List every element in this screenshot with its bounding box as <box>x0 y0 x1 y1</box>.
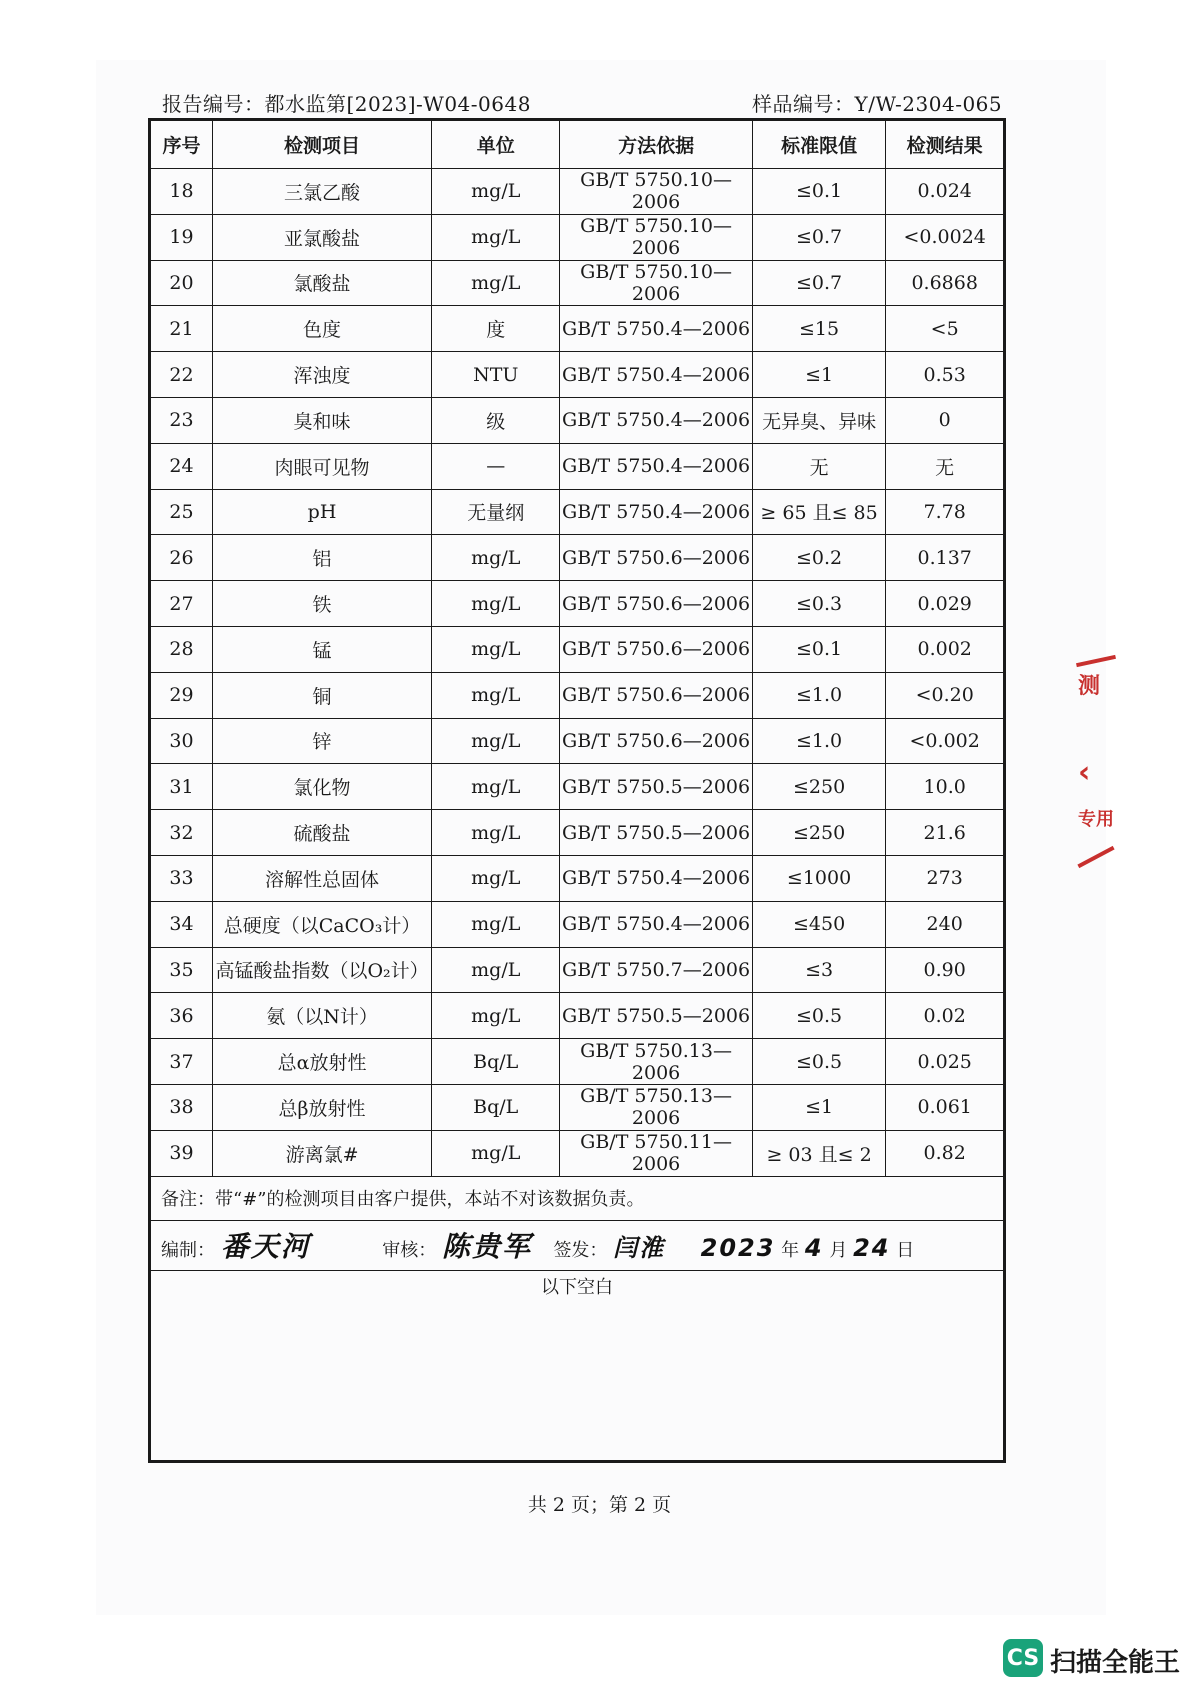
cell-limit: ≤1.0 <box>752 672 886 718</box>
cell-limit: ≤250 <box>752 810 886 856</box>
cell-limit: ≤450 <box>752 901 886 947</box>
table-row <box>151 672 1004 718</box>
date-year-char: 年 <box>781 1240 800 1262</box>
cell-item: 浑浊度 <box>212 352 431 398</box>
table-row <box>151 1039 1004 1085</box>
red-seal-stamp <box>1068 655 1128 885</box>
issue-signature: 闫淮 <box>613 1234 666 1263</box>
cell-result: 0 <box>886 397 1004 443</box>
table-row <box>151 443 1004 489</box>
signoff-cell <box>151 1220 1004 1270</box>
table-row <box>151 764 1004 810</box>
cell-seq: 26 <box>151 535 213 581</box>
cell-result: 0.025 <box>886 1039 1004 1085</box>
cell-method: GB/T 5750.10—2006 <box>560 260 752 306</box>
cell-result: 21.6 <box>886 810 1004 856</box>
cell-result: <0.0024 <box>886 214 1004 260</box>
table-row <box>151 169 1004 215</box>
cell-limit: ≤1000 <box>752 855 886 901</box>
blank-text: 以下空白 <box>151 1270 1004 1460</box>
cell-method: GB/T 5750.11—2006 <box>560 1130 752 1176</box>
cell-unit: mg/L <box>432 581 560 627</box>
cell-limit: ≤15 <box>752 306 886 352</box>
col-header-result: 检测结果 <box>886 121 1004 169</box>
cell-limit: ≥ 65 且≤ 85 <box>752 489 886 535</box>
cell-limit: ≤0.7 <box>752 260 886 306</box>
cell-seq: 25 <box>151 489 213 535</box>
stamp-mark: ‹ <box>1078 755 1091 790</box>
table-row <box>151 947 1004 993</box>
note-row <box>151 1176 1004 1220</box>
cell-method: GB/T 5750.5—2006 <box>560 810 752 856</box>
cell-limit: ≤0.7 <box>752 214 886 260</box>
review-signature: 陈贵军 <box>441 1230 532 1264</box>
cell-limit: ≤0.5 <box>752 993 886 1039</box>
cell-unit: mg/L <box>432 764 560 810</box>
cell-unit: mg/L <box>432 169 560 215</box>
col-header-limit: 标准限值 <box>752 121 886 169</box>
cell-seq: 35 <box>151 947 213 993</box>
table-row <box>151 352 1004 398</box>
cell-method: GB/T 5750.6—2006 <box>560 535 752 581</box>
cell-seq: 22 <box>151 352 213 398</box>
note-text: 备注：带“#”的检测项目由客户提供，本站不对该数据负责。 <box>151 1176 1004 1220</box>
cell-result: <0.20 <box>886 672 1004 718</box>
blank-row <box>151 1270 1004 1460</box>
cell-limit: ≤3 <box>752 947 886 993</box>
cell-item: 肉眼可见物 <box>212 443 431 489</box>
col-header-item: 检测项目 <box>212 121 431 169</box>
cell-item: 总β放射性 <box>212 1084 431 1130</box>
cell-seq: 20 <box>151 260 213 306</box>
date-day: 24 <box>853 1234 891 1263</box>
cell-item: 溶解性总固体 <box>212 855 431 901</box>
cell-item: 铜 <box>212 672 431 718</box>
cell-method: GB/T 5750.6—2006 <box>560 672 752 718</box>
cell-result: <0.002 <box>886 718 1004 764</box>
cell-unit: 级 <box>432 397 560 443</box>
col-header-seq: 序号 <box>151 121 213 169</box>
cell-result: 0.024 <box>886 169 1004 215</box>
compiled-label: 编制： <box>161 1240 215 1262</box>
cell-limit: ≤0.5 <box>752 1039 886 1085</box>
cell-item: 色度 <box>212 306 431 352</box>
table-row <box>151 626 1004 672</box>
results-table <box>148 118 1006 1463</box>
cell-unit: Bq/L <box>432 1039 560 1085</box>
cell-result: <5 <box>886 306 1004 352</box>
stamp-text-1: 测 <box>1078 674 1101 699</box>
col-header-unit: 单位 <box>432 121 560 169</box>
cell-unit: mg/L <box>432 214 560 260</box>
cell-limit: ≤0.3 <box>752 581 886 627</box>
cell-result: 0.002 <box>886 626 1004 672</box>
cell-unit: — <box>432 443 560 489</box>
cell-item: 锌 <box>212 718 431 764</box>
table-row <box>151 810 1004 856</box>
cell-item: 氯化物 <box>212 764 431 810</box>
cell-seq: 18 <box>151 169 213 215</box>
cell-seq: 30 <box>151 718 213 764</box>
cell-method: GB/T 5750.6—2006 <box>560 581 752 627</box>
cell-item: pH <box>212 489 431 535</box>
cell-limit: ≤0.2 <box>752 535 886 581</box>
signoff-row <box>151 1220 1004 1270</box>
cell-unit: mg/L <box>432 901 560 947</box>
cell-seq: 27 <box>151 581 213 627</box>
cell-item: 游离氯# <box>212 1130 431 1176</box>
cell-unit: mg/L <box>432 947 560 993</box>
cell-unit: 无量纲 <box>432 489 560 535</box>
table-header-row <box>151 121 1004 169</box>
table-row <box>151 214 1004 260</box>
page-footer: 共 2 页；第 2 页 <box>527 1494 672 1516</box>
review-label: 审核： <box>382 1240 437 1262</box>
table-row <box>151 535 1004 581</box>
cell-method: GB/T 5750.5—2006 <box>560 993 752 1039</box>
cell-seq: 19 <box>151 214 213 260</box>
cell-unit: NTU <box>432 352 560 398</box>
cell-result: 0.53 <box>886 352 1004 398</box>
cell-limit: ≤250 <box>752 764 886 810</box>
date-year: 2023 <box>700 1234 776 1263</box>
cell-method: GB/T 5750.4—2006 <box>560 397 752 443</box>
cell-item: 三氯乙酸 <box>212 169 431 215</box>
cell-method: GB/T 5750.4—2006 <box>560 352 752 398</box>
cell-unit: mg/L <box>432 672 560 718</box>
cell-result: 0.029 <box>886 581 1004 627</box>
compiled-signature: 番天河 <box>220 1230 311 1264</box>
table-row <box>151 306 1004 352</box>
table-row <box>151 397 1004 443</box>
cell-unit: mg/L <box>432 260 560 306</box>
cell-seq: 39 <box>151 1130 213 1176</box>
cell-unit: 度 <box>432 306 560 352</box>
cell-method: GB/T 5750.4—2006 <box>560 855 752 901</box>
report-number: 报告编号：都水监第[2023]-W04-0648 <box>162 92 531 116</box>
cell-seq: 36 <box>151 993 213 1039</box>
table-row <box>151 581 1004 627</box>
cell-item: 锰 <box>212 626 431 672</box>
cell-item: 铁 <box>212 581 431 627</box>
cell-limit: ≤1.0 <box>752 718 886 764</box>
cell-method: GB/T 5750.10—2006 <box>560 169 752 215</box>
cell-item: 氯酸盐 <box>212 260 431 306</box>
cell-unit: mg/L <box>432 855 560 901</box>
cell-item: 氨（以N计） <box>212 993 431 1039</box>
table-row <box>151 1084 1004 1130</box>
cell-limit: ≤1 <box>752 1084 886 1130</box>
date-day-char: 日 <box>896 1240 915 1262</box>
table-row <box>151 1130 1004 1176</box>
cell-item: 总硬度（以CaCO₃计） <box>212 901 431 947</box>
cell-unit: mg/L <box>432 810 560 856</box>
cell-result: 240 <box>886 901 1004 947</box>
table-row <box>151 718 1004 764</box>
stamp-text-2: 专用 <box>1078 809 1114 830</box>
cell-limit: ≤0.1 <box>752 169 886 215</box>
cell-method: GB/T 5750.7—2006 <box>560 947 752 993</box>
cell-limit: ≤0.1 <box>752 626 886 672</box>
cell-unit: mg/L <box>432 626 560 672</box>
cell-result: 0.82 <box>886 1130 1004 1176</box>
cell-seq: 23 <box>151 397 213 443</box>
date-month: 4 <box>804 1234 824 1263</box>
scanner-watermark-text: 扫描全能王 <box>1050 1648 1181 1678</box>
cell-unit: mg/L <box>432 535 560 581</box>
cell-item: 臭和味 <box>212 397 431 443</box>
cell-limit: ≥ 03 且≤ 2 <box>752 1130 886 1176</box>
cell-seq: 31 <box>151 764 213 810</box>
cell-seq: 34 <box>151 901 213 947</box>
cell-result: 0.061 <box>886 1084 1004 1130</box>
cell-seq: 38 <box>151 1084 213 1130</box>
cell-result: 0.137 <box>886 535 1004 581</box>
sample-number: 样品编号：Y/W-2304-065 <box>752 92 1003 116</box>
cell-method: GB/T 5750.4—2006 <box>560 489 752 535</box>
cell-seq: 28 <box>151 626 213 672</box>
cell-unit: mg/L <box>432 718 560 764</box>
table-row <box>151 260 1004 306</box>
cell-unit: mg/L <box>432 1130 560 1176</box>
cell-method: GB/T 5750.13—2006 <box>560 1084 752 1130</box>
cell-unit: Bq/L <box>432 1084 560 1130</box>
cell-item: 硫酸盐 <box>212 810 431 856</box>
table-row <box>151 855 1004 901</box>
cell-item: 高锰酸盐指数（以O₂计） <box>212 947 431 993</box>
cell-result: 无 <box>886 443 1004 489</box>
col-header-method: 方法依据 <box>560 121 752 169</box>
cell-method: GB/T 5750.6—2006 <box>560 626 752 672</box>
cell-result: 0.90 <box>886 947 1004 993</box>
cell-seq: 21 <box>151 306 213 352</box>
issue-label: 签发： <box>553 1240 608 1262</box>
cell-method: GB/T 5750.10—2006 <box>560 214 752 260</box>
cell-method: GB/T 5750.5—2006 <box>560 764 752 810</box>
cell-seq: 24 <box>151 443 213 489</box>
cell-seq: 37 <box>151 1039 213 1085</box>
cell-result: 7.78 <box>886 489 1004 535</box>
cell-method: GB/T 5750.4—2006 <box>560 443 752 489</box>
cell-method: GB/T 5750.4—2006 <box>560 901 752 947</box>
cell-result: 10.0 <box>886 764 1004 810</box>
cell-seq: 33 <box>151 855 213 901</box>
cell-limit: 无 <box>752 443 886 489</box>
cell-method: GB/T 5750.6—2006 <box>560 718 752 764</box>
cell-seq: 32 <box>151 810 213 856</box>
table-row <box>151 489 1004 535</box>
cell-result: 0.6868 <box>886 260 1004 306</box>
cell-method: GB/T 5750.4—2006 <box>560 306 752 352</box>
cell-item: 亚氯酸盐 <box>212 214 431 260</box>
date-month-char: 月 <box>829 1240 848 1262</box>
cell-limit: ≤1 <box>752 352 886 398</box>
cell-limit: 无异臭、异味 <box>752 397 886 443</box>
cell-method: GB/T 5750.13—2006 <box>560 1039 752 1085</box>
cell-result: 0.02 <box>886 993 1004 1039</box>
cell-item: 总α放射性 <box>212 1039 431 1085</box>
table-row <box>151 993 1004 1039</box>
cell-result: 273 <box>886 855 1004 901</box>
cell-item: 铝 <box>212 535 431 581</box>
table-row <box>151 901 1004 947</box>
cell-seq: 29 <box>151 672 213 718</box>
cell-unit: mg/L <box>432 993 560 1039</box>
scanner-logo-icon: CS <box>1003 1639 1043 1677</box>
